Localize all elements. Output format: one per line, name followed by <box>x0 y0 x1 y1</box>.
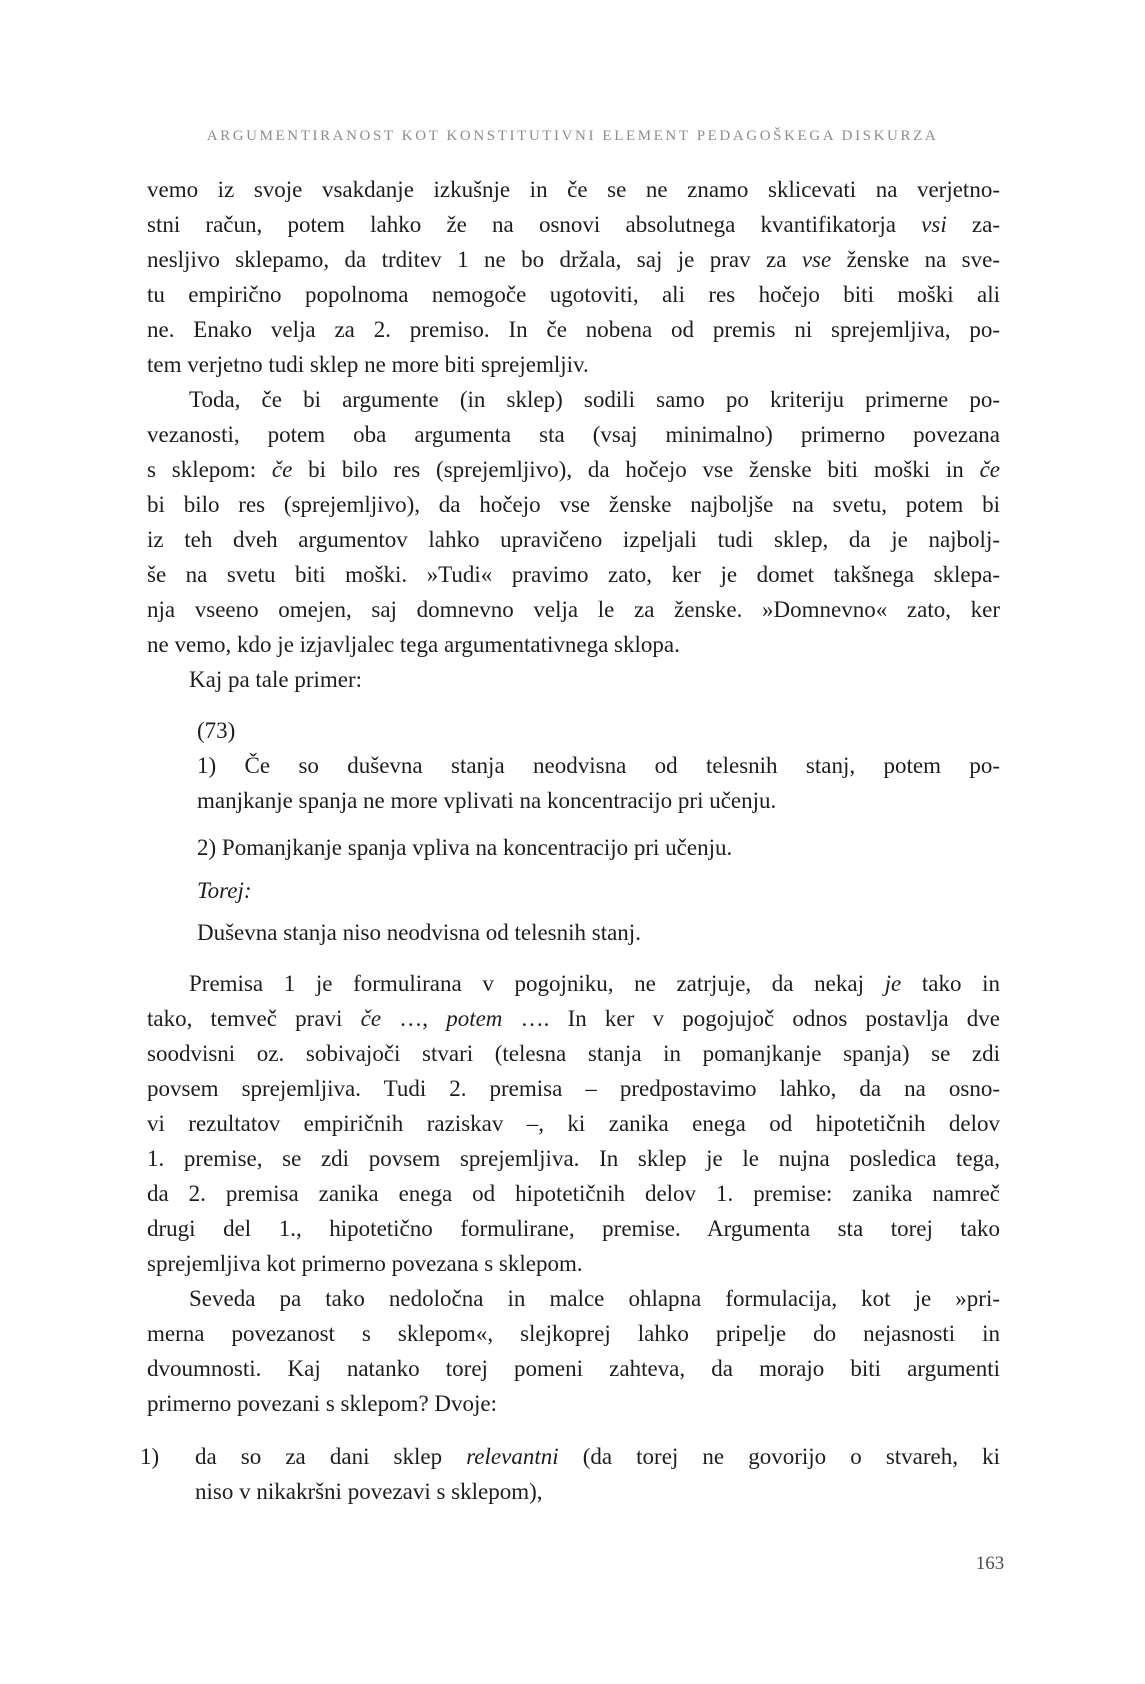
text-line: ne vemo, kdo je izjavljalec tega argumentativnega sklopa. <box>147 632 680 657</box>
text-line: nja vseeno omejen, saj domnevno velja le za ženske. »Domnevno« zato, ker <box>147 597 1000 622</box>
text-line: Seveda pa tako nedoločna in malce ohlapna formulacija, kot je »pri- <box>189 1286 1000 1311</box>
text-line: da 2. premisa zanika enega od hipotetičnih delov 1. premise: zanika namreč <box>147 1181 1000 1206</box>
list-item <box>140 1439 1000 1509</box>
text-line: Premisa 1 je formulirana v pogojniku, ne zatrjuje, da nekaj je tako in <box>189 971 1000 996</box>
example-conclusion <box>197 915 1000 950</box>
text-line: s sklepom: če bi bilo res (sprejemljivo), da hočejo vse ženske biti moški in če <box>147 457 1001 482</box>
paragraph-premisa <box>147 966 1000 1281</box>
text-line: primerno povezani s sklepom? Dvoje: <box>147 1391 498 1416</box>
text-line: soodvisni oz. sobivajoči stvari (telesna stanja in pomanjkanje spanja) se zdi <box>147 1041 1000 1066</box>
text-line: bi bilo res (sprejemljivo), da hočejo vse ženske najboljše na svetu, potem bi <box>147 492 1000 517</box>
text-line: tu empirično popolnoma nemogoče ugotoviti, ali res hočejo biti moški ali <box>147 282 1000 307</box>
example-therefore-label <box>197 873 1000 908</box>
text-line: Toda, če bi argumente (in sklep) sodili samo po kriteriju primerne po- <box>189 387 1000 412</box>
text-block <box>140 172 1001 1509</box>
example-premise-2 <box>197 830 1000 865</box>
text-line: niso v nikakršni povezavi s sklepom), <box>195 1479 543 1504</box>
text-line: dvoumnosti. Kaj natanko torej pomeni zahteva, da morajo biti argumenti <box>147 1356 1000 1381</box>
text-line: še na svetu biti moški. »Tudi« pravimo zato, ker je domet takšnega sklepa- <box>147 562 1000 587</box>
text-line: Duševna stanja niso neodvisna od telesnih stanj. <box>197 920 641 945</box>
text-line: vezanosti, potem oba argumenta sta (vsaj minimalno) primerno povezana <box>147 422 1000 447</box>
text-line: manjkanje spanja ne more vplivati na koncentracijo pri učenju. <box>197 788 777 813</box>
example-number: (73) <box>197 718 236 743</box>
running-head: ARGUMENTIRANOST KOT KONSTITUTIVNI ELEMENT PEDAGOŠKEGA DISKURZA <box>206 128 939 144</box>
text-line: ne. Enako velja za 2. premiso. In če nobena od premis ni sprejemljiva, po- <box>147 317 1000 342</box>
text-line: da so za dani sklep relevantni (da torej ne govorijo o stvareh, ki <box>195 1444 1000 1469</box>
text-line: tako, temveč pravi če …, potem …. In ker v pogojujoč odnos postavlja dve <box>147 1006 1001 1031</box>
page-number: 163 <box>975 1553 1005 1574</box>
text-line: nesljivo sklepamo, da trditev 1 ne bo držala, saj je prav za vse ženske na sve- <box>147 247 1001 272</box>
example-premise-1 <box>197 748 1000 818</box>
text-line: povsem sprejemljiva. Tudi 2. premisa – predpostavimo lahko, da na osno- <box>147 1076 1000 1101</box>
text-line: 2) Pomanjkanje spanja vpliva na koncentracijo pri učenju. <box>197 835 733 860</box>
text-line: stni račun, potem lahko že na osnovi absolutnega kvantifikatorja vsi za- <box>147 212 1000 237</box>
text-line: merna povezanost s sklepom«, slejkoprej lahko pripelje do nejasnosti in <box>147 1321 1000 1346</box>
text-line: vi rezultatov empiričnih raziskav –, ki zanika enega od hipotetičnih delov <box>147 1111 1000 1136</box>
text-line: Kaj pa tale primer: <box>189 667 363 692</box>
paragraph-kaj-pa-tale-primer <box>147 662 1000 697</box>
paragraph-intro <box>147 172 1000 382</box>
paragraph-toda <box>147 382 1000 662</box>
text-line: Torej: <box>197 878 252 903</box>
text-line: drugi del 1., hipotetično formulirane, premise. Argumenta sta torej tako <box>147 1216 1000 1241</box>
numbered-list <box>140 1439 1000 1509</box>
text-line: vemo iz svoje vsakdanje izkušnje in če se ne znamo sklicevati na verjetno- <box>147 177 1000 202</box>
list-item-text <box>195 1439 1000 1509</box>
example-block <box>197 713 1000 950</box>
text-line: 1. premise, se zdi povsem sprejemljiva. In sklep je le nujna posledica tega, <box>147 1146 1000 1171</box>
text-line: tem verjetno tudi sklep ne more biti sprejemljiv. <box>147 352 589 377</box>
text-line: iz teh dveh argumentov lahko upravičeno izpeljali tudi sklep, da je najbolj- <box>147 527 1000 552</box>
text-line: 1) Če so duševna stanja neodvisna od telesnih stanj, potem po- <box>197 753 1000 778</box>
text-line: sprejemljiva kot primerno povezana s sklepom. <box>147 1251 583 1276</box>
list-item-marker: 1) <box>140 1444 160 1469</box>
paragraph-seveda <box>147 1281 1000 1421</box>
